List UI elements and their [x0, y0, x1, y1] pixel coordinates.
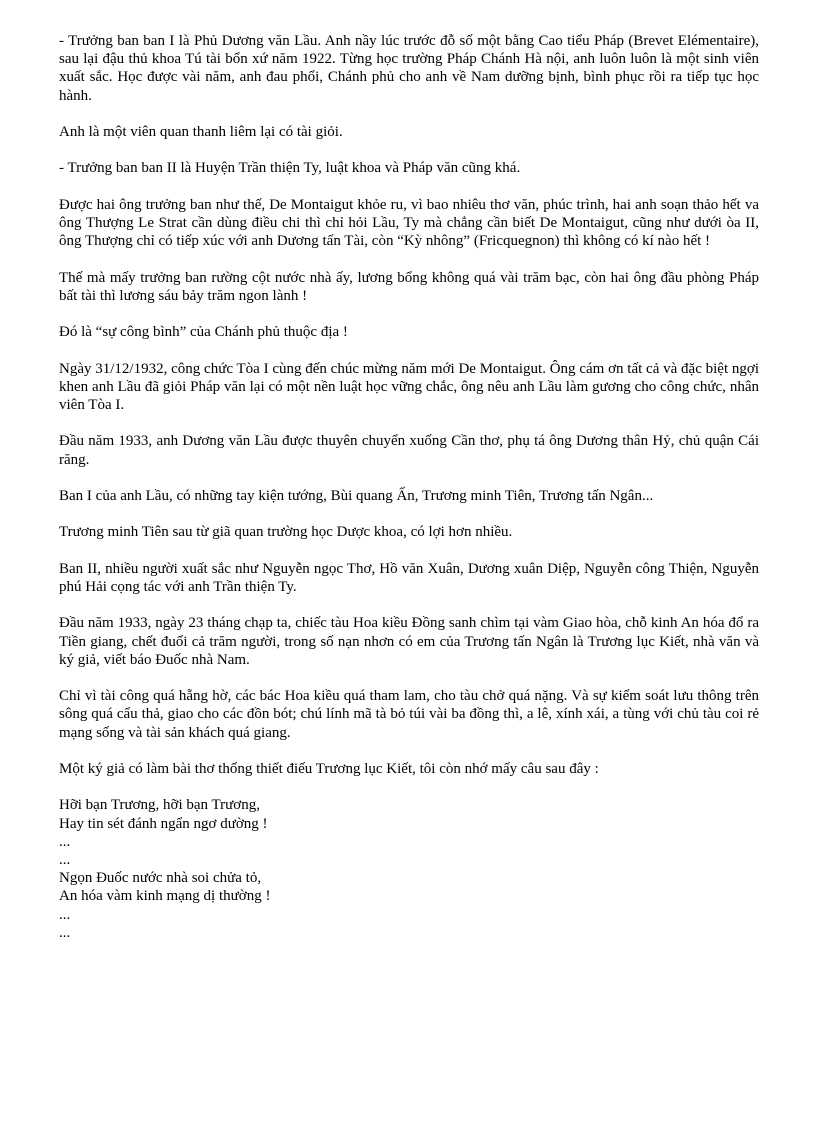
paragraph: Ban II, nhiều người xuất sắc như Nguyễn ngọc Thơ, Hồ văn Xuân, Dương xuân Diệp, Nguyễn công Thiện, Nguyễn phú Hải cọng tác với anh Trần thiện Ty. [59, 560, 759, 595]
paragraph: Chỉ vì tài công quá hẵng hờ, các bác Hoa kiều quá tham lam, cho tàu chở quá nặng. Và sự kiểm soát lưu thông trên sông quá cẩu thả, giao cho các đồn bót; chú lính mã tà bỏ túi vài ba đồng thì, a lê, xính xái, a tùng với chủ tàu coi rẻ mạng sống và tài sản khách quá giang. [59, 688, 759, 741]
poem-line: An hóa vàm kinh mạng dị thường ! [59, 888, 271, 905]
paragraph: Ngày 31/12/1932, công chức Tòa I cùng đến chúc mừng năm mới De Montaigut. Ông cám ơn tất cả và đặc biệt ngợi khen anh Lầu đã giỏi Pháp văn lại có một nền luật học vững chắc, ông nêu anh Lầu làm gương cho công chức, nhân viên Tòa I. [59, 360, 759, 413]
paragraph: Được hai ông trưởng ban như thế, De Montaigut khỏe ru, vì bao nhiêu thơ văn, phúc trình, hai anh soạn thảo hết va ông Thượng Le Strat cần dùng điều chi thì chỉ hỏi Lầu, Ty mà chẳng cần biết De Montaigut, cũng như dưới òa II, ông Thượng chỉ có tiếp xúc với anh Dương tấn Tài, còn “Kỳ nhông” (Fricquegnon) thì không có kí nào hết ! [59, 196, 759, 250]
paragraph: Đầu năm 1933, ngày 23 tháng chạp ta, chiếc tàu Hoa kiều Đồng sanh chìm tại vàm Giao hòa, chỗ kinh An hóa đổ ra Tiền giang, chết đuối cả trăm người, trong số nạn nhơn có em của Trương tấn Ngân là Trương lục Kiết, nhà văn và ký giả, viết báo Đuốc nhà Nam. [59, 615, 759, 668]
paragraph: Trương minh Tiên sau từ giã quan trường học Dược khoa, có lợi hơn nhiều. [59, 524, 513, 541]
paragraph: Thế mà mấy trưởng ban rường cột nước nhà ấy, lương bổng không quá vài trăm bạc, còn hai ông đầu phòng Pháp bất tài thì lương sáu bảy trăm ngon lành ! [59, 269, 759, 304]
poem-line: Ngọn Đuốc nước nhà soi chửa tỏ, [59, 870, 262, 887]
paragraph: - Trưởng ban ban I là Phủ Dương văn Lầu. Anh nầy lúc trước đỗ số một bằng Cao tiểu Pháp (Brevet Elémentaire), sau lại đậu thủ khoa Tú tài bổn xứ năm 1922. Từng học trường Pháp Chánh Hà nội, anh luôn luôn là một sinh viên xuất sắc. Học được vài năm, anh đau phổi, Chánh phủ cho anh về Nam dưỡng bịnh, bình phục rồi ra tiếp tục học hành. [59, 33, 759, 104]
poem [59, 796, 759, 942]
paragraph: Một ký giả có làm bài thơ thống thiết điếu Trương lục Kiết, tôi còn nhớ mấy câu sau đây : [59, 760, 599, 777]
poem-line: ... [59, 906, 71, 923]
poem-line: ... [59, 833, 71, 850]
document-page [59, 32, 759, 942]
poem-line: Hỡi bạn Trương, hỡi bạn Trương, [59, 797, 260, 814]
paragraph: Đầu năm 1933, anh Dương văn Lầu được thuyên chuyển xuống Cần thơ, phụ tá ông Dương thân Hỷ, chủ quận Cái răng. [59, 433, 759, 468]
poem-line: ... [59, 924, 71, 941]
poem-line: ... [59, 851, 71, 868]
paragraph: Anh là một viên quan thanh liêm lại có tài giỏi. [59, 124, 343, 140]
paragraph: Đó là “sự công bình” của Chánh phủ thuộc địa ! [59, 324, 348, 341]
paragraph: Ban I của anh Lầu, có những tay kiện tướng, Bùi quang Ấn, Trương minh Tiên, Trương tấn Ngân... [59, 487, 654, 504]
poem-line: Hay tin sét đánh ngẩn ngơ dường ! [59, 815, 268, 832]
paragraph: - Trưởng ban ban II là Huyện Trần thiện Ty, luật khoa và Pháp văn cũng khá. [59, 160, 521, 177]
